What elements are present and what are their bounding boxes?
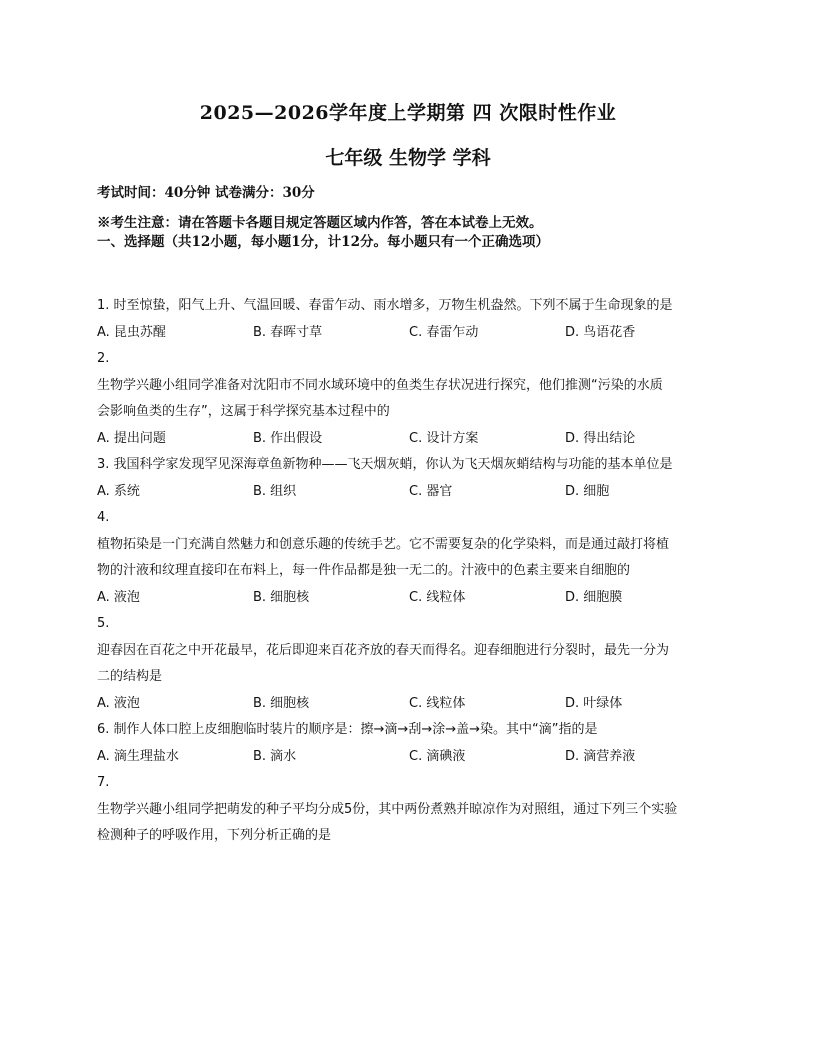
option-b: B. 细胞核 (253, 695, 310, 711)
option-b: B. 作出假设 (253, 430, 323, 446)
option-d: D. 叶绿体 (565, 695, 623, 711)
option-c: C. 器官 (409, 483, 453, 499)
option-c: C. 设计方案 (409, 430, 479, 446)
question-stem-line: 会影响鱼类的生存”，这属于科学探究基本过程中的 (97, 404, 390, 419)
question-stem-line: 检测种子的呼吸作用，下列分析正确的是 (97, 828, 332, 843)
option-b: B. 春晖寸草 (253, 324, 323, 340)
candidate-notice: ※考生注意：请在答题卡各题目规定答题区域内作答，答在本试卷上无效。 (97, 215, 543, 231)
option-d: D. 得出结论 (565, 430, 636, 446)
option-b: B. 滴水 (253, 748, 297, 764)
option-d: D. 细胞 (565, 483, 610, 499)
document-subtitle: 七年级 生物学 学科 (325, 147, 491, 169)
option-a: A. 液泡 (97, 695, 140, 711)
question-item (97, 293, 727, 346)
option-b: B. 组织 (253, 483, 297, 499)
question-item (97, 717, 727, 770)
question-list (97, 293, 727, 850)
option-a: A. 提出问题 (97, 430, 166, 446)
question-stem: 1. 时至惊蛰，阳气上升、气温回暖、春雷乍动、雨水增多，万物生机盎然。下列不属于生命现象的是 (97, 298, 673, 313)
question-item (97, 611, 727, 717)
exam-info: 考试时间：40分钟 试卷满分：30分 (97, 185, 315, 201)
option-row (97, 691, 727, 718)
option-c: C. 春雷乍动 (409, 324, 479, 340)
option-row (97, 479, 727, 506)
question-item (97, 452, 727, 505)
option-b: B. 细胞核 (253, 589, 310, 605)
option-row (97, 585, 727, 612)
question-item (97, 770, 727, 850)
option-c: C. 线粒体 (409, 589, 466, 605)
option-a: A. 昆虫苏醒 (97, 324, 166, 340)
document-title: 2025—2026学年度上学期第 四 次限时性作业 (199, 102, 617, 124)
option-d: D. 滴营养液 (565, 748, 636, 764)
question-item (97, 505, 727, 611)
question-stem-line: 迎春因在百花之中开花最早，花后即迎来百花齐放的春天而得名。迎春细胞进行分裂时，最先一分为 (97, 642, 670, 658)
option-c: C. 线粒体 (409, 695, 466, 711)
option-c: C. 滴碘液 (409, 748, 466, 764)
option-a: A. 系统 (97, 483, 140, 499)
question-stem: 3. 我国科学家发现罕见深海章鱼新物种——飞天烟灰蛸，你认为飞天烟灰蛸结构与功能的基本单位是 (97, 457, 673, 472)
option-a: A. 液泡 (97, 589, 140, 605)
question-number: 7. (97, 775, 110, 790)
question-stem-line: 植物拓染是一门充满自然魅力和创意乐趣的传统手艺。它不需要复杂的化学染料，而是通过敲打将植 (97, 536, 670, 552)
section-heading: 一、选择题（共12小题，每小题1分，计12分。每小题只有一个正确选项） (97, 234, 549, 250)
option-row (97, 320, 727, 347)
question-number: 2. (97, 351, 110, 366)
question-number: 4. (97, 510, 110, 525)
option-row (97, 744, 727, 771)
question-stem: 6. 制作人体口腔上皮细胞临时装片的顺序是：擦→滴→刮→涂→盖→染。其中“滴”指的是 (97, 722, 598, 737)
question-stem-line: 生物学兴趣小组同学把萌发的种子平均分成5份，其中两份煮熟并晾凉作为对照组，通过下列三个实验 (97, 801, 678, 817)
question-stem-line: 二的结构是 (97, 669, 163, 684)
option-row (97, 426, 727, 453)
option-d: D. 细胞膜 (565, 589, 623, 605)
question-stem-line: 生物学兴趣小组同学准备对沈阳市不同水域环境中的鱼类生存状况进行探究，他们推测“污染的水质 (97, 377, 663, 393)
option-d: D. 鸟语花香 (565, 324, 636, 340)
option-a: A. 滴生理盐水 (97, 748, 179, 764)
question-stem-line: 物的汁液和纹理直接印在布料上，每一件作品都是独一无二的。汁液中的色素主要来自细胞的 (97, 563, 631, 578)
question-item (97, 346, 727, 452)
question-number: 5. (97, 616, 110, 631)
